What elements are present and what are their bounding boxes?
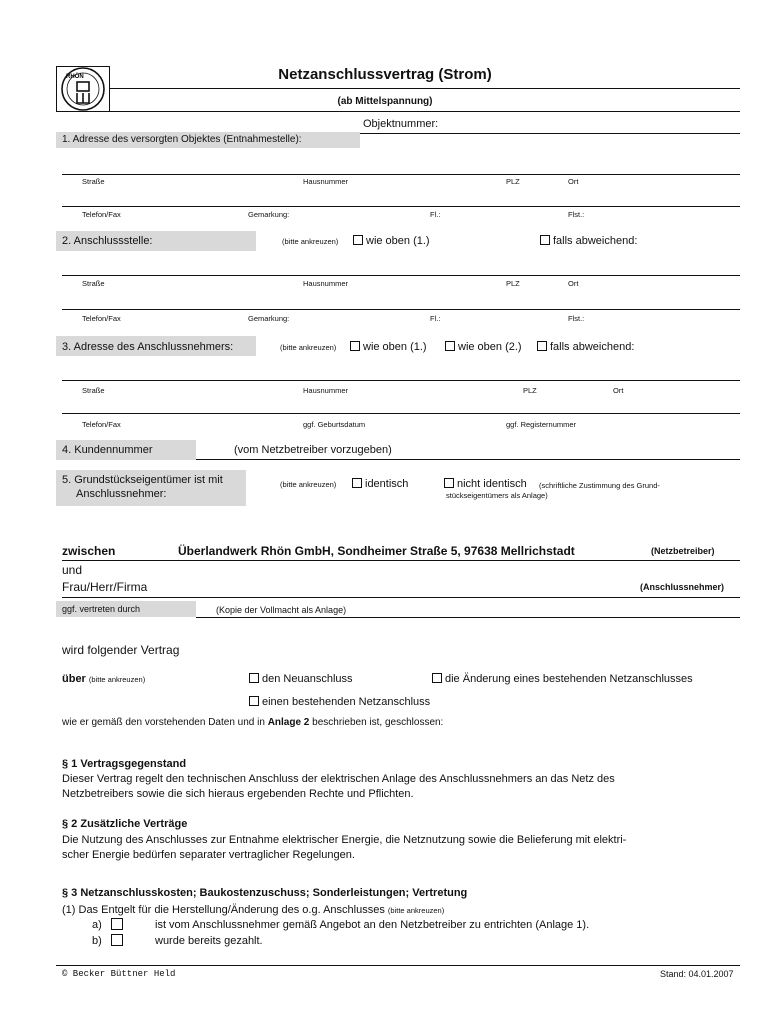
p2-heading: § 2 Zusätzliche Verträge	[62, 818, 188, 830]
s5-opt1[interactable]: identisch	[352, 478, 408, 490]
p2-line1: Die Nutzung des Anschlusses zur Entnahme elektrischer Energie, die Netznutzung sowie die Belieferung mit elektri-	[62, 834, 627, 846]
p2-line2: scher Energie bedürfen separater vertraglicher Regelungen.	[62, 849, 355, 861]
p3-line1: (1) Das Entgelt für die Herstellung/Änderung des o.g. Anschlusses (bitte ankreuzen)	[62, 904, 445, 916]
contract-opt3[interactable]: einen bestehenden Netzanschluss	[249, 696, 430, 708]
s4-hint: (vom Netzbetreiber vorzugeben)	[234, 444, 392, 456]
p1-line1: Dieser Vertrag regelt den technischen Anschluss der elektrischen Anlage des Anschlussnehmers an das Netz des	[62, 773, 615, 785]
p3-b-label: b)	[92, 935, 102, 947]
s3-register: ggf. Registernummer	[506, 420, 577, 429]
netzbetreiber-name: Überlandwerk Rhön GmbH, Sondheimer Straße 5, 97638 Mellrichstadt	[178, 544, 575, 558]
section5-label-line1: 5. Grundstückseigentümer ist mit	[62, 474, 223, 486]
s3-geburtsdatum: ggf. Geburtsdatum	[303, 420, 366, 429]
s3-opt1[interactable]: wie oben (1.)	[350, 341, 427, 353]
s3-opt3-checkbox[interactable]	[537, 341, 547, 351]
contract-opt1[interactable]: den Neuanschluss	[249, 673, 353, 685]
s5-opt2-note1: (schriftliche Zustimmung des Grund-	[539, 481, 660, 490]
s3-opt3[interactable]: falls abweichend:	[537, 341, 634, 353]
contract-opt2[interactable]: die Änderung eines bestehenden Netzanschlusses	[432, 673, 693, 685]
vertreten-label: ggf. vertreten durch	[62, 604, 141, 614]
s5-opt1-checkbox[interactable]	[352, 478, 362, 488]
contract-closing: wie er gemäß den vorstehenden Daten und in Anlage 2 beschrieben ist, geschlossen:	[62, 717, 444, 728]
s2-opt2[interactable]: falls abweichend:	[540, 235, 637, 247]
page-subtitle: (ab Mittelspannung)	[337, 96, 433, 107]
footer-copyright: © Becker Büttner Held	[62, 969, 176, 979]
s3-opt1-checkbox[interactable]	[350, 341, 360, 351]
p3-heading: § 3 Netzanschlusskosten; Baukostenzuschuss; Sonderleistungen; Vertretung	[62, 887, 468, 899]
s2-plz: PLZ	[506, 279, 520, 288]
s5-opt2-note2: stückseigentümers als Anlage)	[446, 491, 548, 500]
s2-flst: Flst.:	[568, 314, 585, 323]
s1-plz: PLZ	[506, 177, 520, 186]
s3-opt2-checkbox[interactable]	[445, 341, 455, 351]
s2-opt1[interactable]: wie oben (1.)	[353, 235, 430, 247]
contract-ueber-line: über (bitte ankreuzen)	[62, 673, 146, 685]
s3-ort: Ort	[613, 386, 624, 395]
contract-opt3-checkbox[interactable]	[249, 696, 259, 706]
p1-line2: Netzbetreibers sowie die sich hieraus ergebenden Rechte und Pflichten.	[62, 788, 414, 800]
contract-opt1-checkbox[interactable]	[249, 673, 259, 683]
section2-label: 2. Anschlussstelle:	[62, 235, 153, 247]
p3-b-checkbox[interactable]	[111, 934, 123, 946]
s5-opt2[interactable]: nicht identisch	[444, 478, 527, 490]
s3-hausnummer: Hausnummer	[303, 386, 349, 395]
s2-opt1-checkbox[interactable]	[353, 235, 363, 245]
s5-hint: (bitte ankreuzen)	[280, 480, 337, 489]
s1-fl: Fl.:	[430, 210, 441, 219]
s1-strasse: Straße	[82, 177, 105, 186]
s2-gemarkung: Gemarkung:	[248, 314, 290, 323]
logo-text: RHÖN	[66, 74, 84, 80]
page-title: Netzanschlussvertrag (Strom)	[278, 66, 492, 83]
s3-telefon: Telefon/Fax	[82, 420, 121, 429]
contract-intro: wird folgender Vertrag	[62, 643, 180, 657]
s1-telefon: Telefon/Fax	[82, 210, 121, 219]
s2-hint: (bitte ankreuzen)	[282, 237, 339, 246]
p3-a-checkbox[interactable]	[111, 918, 123, 930]
s2-hausnummer: Hausnummer	[303, 279, 349, 288]
s3-strasse: Straße	[82, 386, 105, 395]
contract-opt2-checkbox[interactable]	[432, 673, 442, 683]
frau-herr-firma-label: Frau/Herr/Firma	[62, 580, 148, 594]
netzbetreiber-tag: (Netzbetreiber)	[651, 546, 715, 556]
section5-label-line2: Anschlussnehmer:	[76, 488, 167, 500]
section3-label: 3. Adresse des Anschlussnehmers:	[62, 341, 234, 353]
footer-stand: Stand: 04.01.2007	[660, 969, 734, 979]
und-label: und	[62, 563, 83, 577]
objektnummer-label: Objektnummer:	[363, 118, 439, 130]
section1-label: 1. Adresse des versorgten Objektes (Entnahmestelle):	[62, 134, 302, 145]
s3-plz: PLZ	[523, 386, 537, 395]
s3-opt2[interactable]: wie oben (2.)	[445, 341, 522, 353]
s5-opt2-checkbox[interactable]	[444, 478, 454, 488]
s3-hint: (bitte ankreuzen)	[280, 343, 337, 352]
s2-strasse: Straße	[82, 279, 105, 288]
s2-ort: Ort	[568, 279, 579, 288]
s1-hausnummer: Hausnummer	[303, 177, 349, 186]
s1-ort: Ort	[568, 177, 579, 186]
section4-label: 4. Kundennummer	[62, 444, 153, 456]
p3-a-label: a)	[92, 919, 102, 931]
s1-gemarkung: Gemarkung:	[248, 210, 290, 219]
anschlussnehmer-tag: (Anschlussnehmer)	[640, 582, 725, 592]
s2-telefon: Telefon/Fax	[82, 314, 121, 323]
vollmacht-hint: (Kopie der Vollmacht als Anlage)	[216, 605, 347, 615]
zwischen-label: zwischen	[62, 544, 116, 558]
p3-b-text: wurde bereits gezahlt.	[155, 935, 263, 947]
p1-heading: § 1 Vertragsgegenstand	[62, 758, 187, 770]
s1-flst: Flst.:	[568, 210, 585, 219]
s2-fl: Fl.:	[430, 314, 441, 323]
s2-opt2-checkbox[interactable]	[540, 235, 550, 245]
p3-a-text: ist vom Anschlussnehmer gemäß Angebot an den Netzbetreiber zu entrichten (Anlage 1).	[155, 919, 590, 931]
